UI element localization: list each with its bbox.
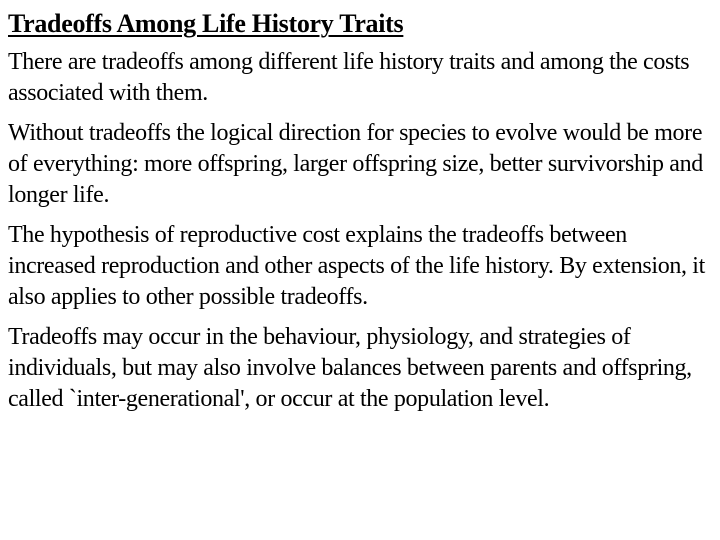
slide-title: Tradeoffs Among Life History Traits — [8, 9, 404, 38]
paragraph-3: The hypothesis of reproductive cost explains the tradeoffs between increased reproduction and other aspects of the life history. By extension, it also applies to other possible tradeoffs. — [8, 222, 705, 310]
paragraph-4: Tradeoffs may occur in the behaviour, physiology, and strategies of individuals, but may also involve balances between parents and offspring, called `inter-generational', or occur at the population level. — [8, 324, 692, 412]
slide — [8, 8, 714, 424]
paragraph-2: Without tradeoffs the logical direction for species to evolve would be more of everything: more offspring, larger offspring size, better survivorship and longer life. — [8, 120, 703, 208]
paragraph-1: There are tradeoffs among different life history traits and among the costs associated with them. — [8, 49, 690, 106]
